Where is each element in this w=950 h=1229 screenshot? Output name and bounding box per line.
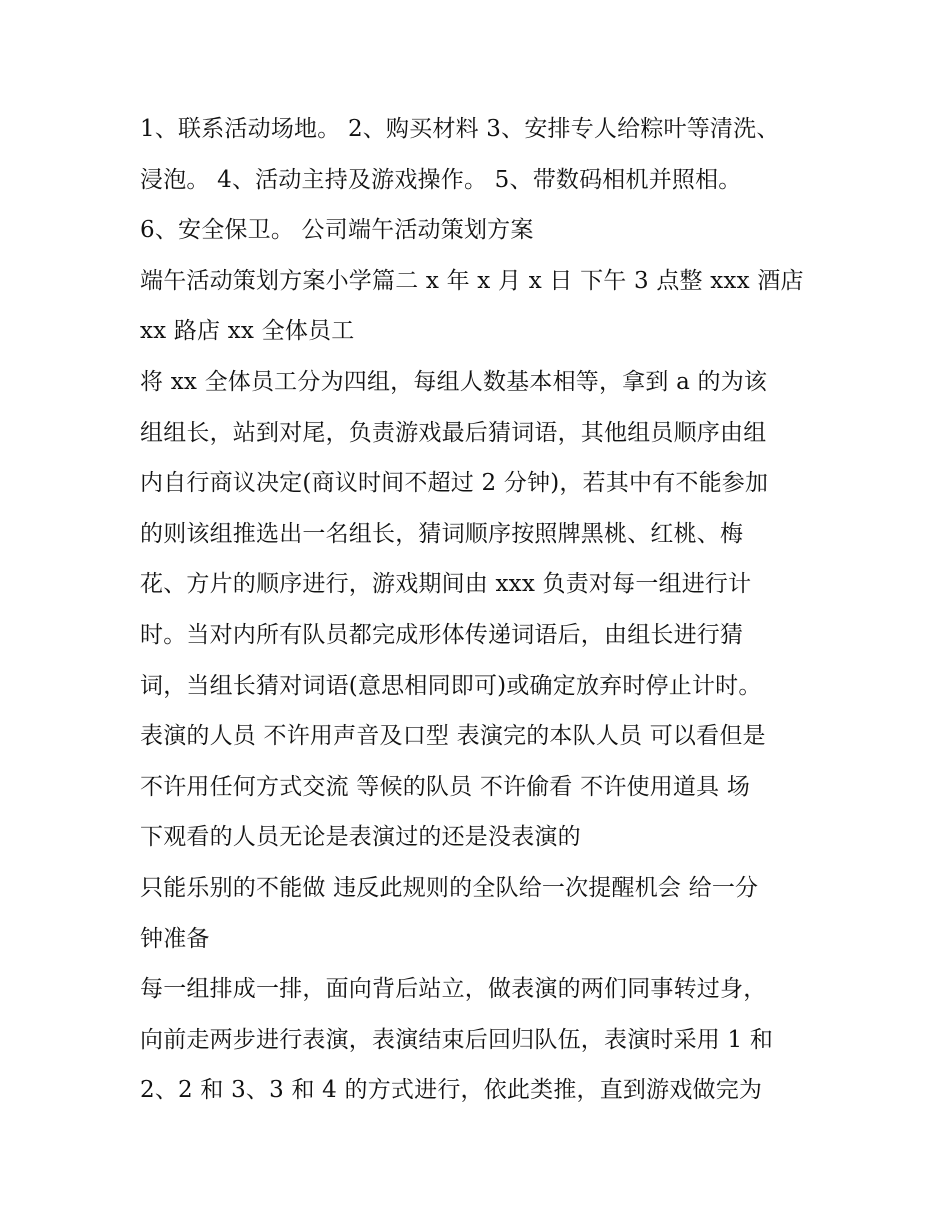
text-line: 表演的人员 不许用声音及口型 表演完的本队人员 可以看但是 [140, 723, 766, 750]
text-line: 端午活动策划方案小学篇二 x 年 x 月 x 日 下午 3 点整 xxx 酒店 [140, 267, 804, 294]
text-line: 6、安全保卫。 公司端午活动策划方案 [140, 217, 534, 244]
text-line: 词，当组长猜对词语(意思相同即可)或确定放弃时停止计时。 [140, 672, 762, 699]
text-line: xx 路店 xx 全体员工 [140, 318, 355, 345]
text-line: 时。当对内所有队员都完成形体传递词语后，由组长进行猜 [140, 621, 744, 648]
text-line: 内自行商议决定(商议时间不超过 2 分钟)，若其中有不能参加 [140, 470, 769, 497]
text-line: 1、联系活动场地。 2、购买材料 3、安排专人给粽叶等清洗、 [140, 116, 780, 142]
text-line: 钟准备 [140, 925, 210, 952]
text-line: 将 xx 全体员工分为四组，每组人数基本相等，拿到 a 的为该 [140, 368, 768, 395]
document-body [140, 104, 830, 1116]
text-line: 2、2 和 3、3 和 4 的方式进行，依此类推，直到游戏做完为 [140, 1077, 763, 1104]
text-line: 浸泡。 4、活动主持及游戏操作。 5、带数码相机并照相。 [140, 166, 742, 193]
text-line: 每一组排成一排，面向背后站立，做表演的两们同事转过身， [140, 976, 767, 1003]
text-line: 向前走两步进行表演，表演结束后回归队伍，表演时采用 1 和 [140, 1026, 774, 1053]
text-line: 组组长，站到对尾，负责游戏最后猜词语，其他组员顺序由组 [140, 419, 767, 446]
text-line: 只能乐别的不能做 违反此规则的全队给一次提醒机会 给一分 [140, 874, 759, 901]
text-line: 的则该组推选出一名组长，猜词顺序按照牌黑桃、红桃、梅 [140, 520, 744, 547]
text-line: 不许用任何方式交流 等候的队员 不许偷看 不许使用道具 场 [140, 773, 751, 800]
text-line: 下观看的人员无论是表演过的还是没表演的 [140, 824, 581, 851]
text-line: 花、方片的顺序进行，游戏期间由 xxx 负责对每一组进行计 [140, 571, 752, 598]
